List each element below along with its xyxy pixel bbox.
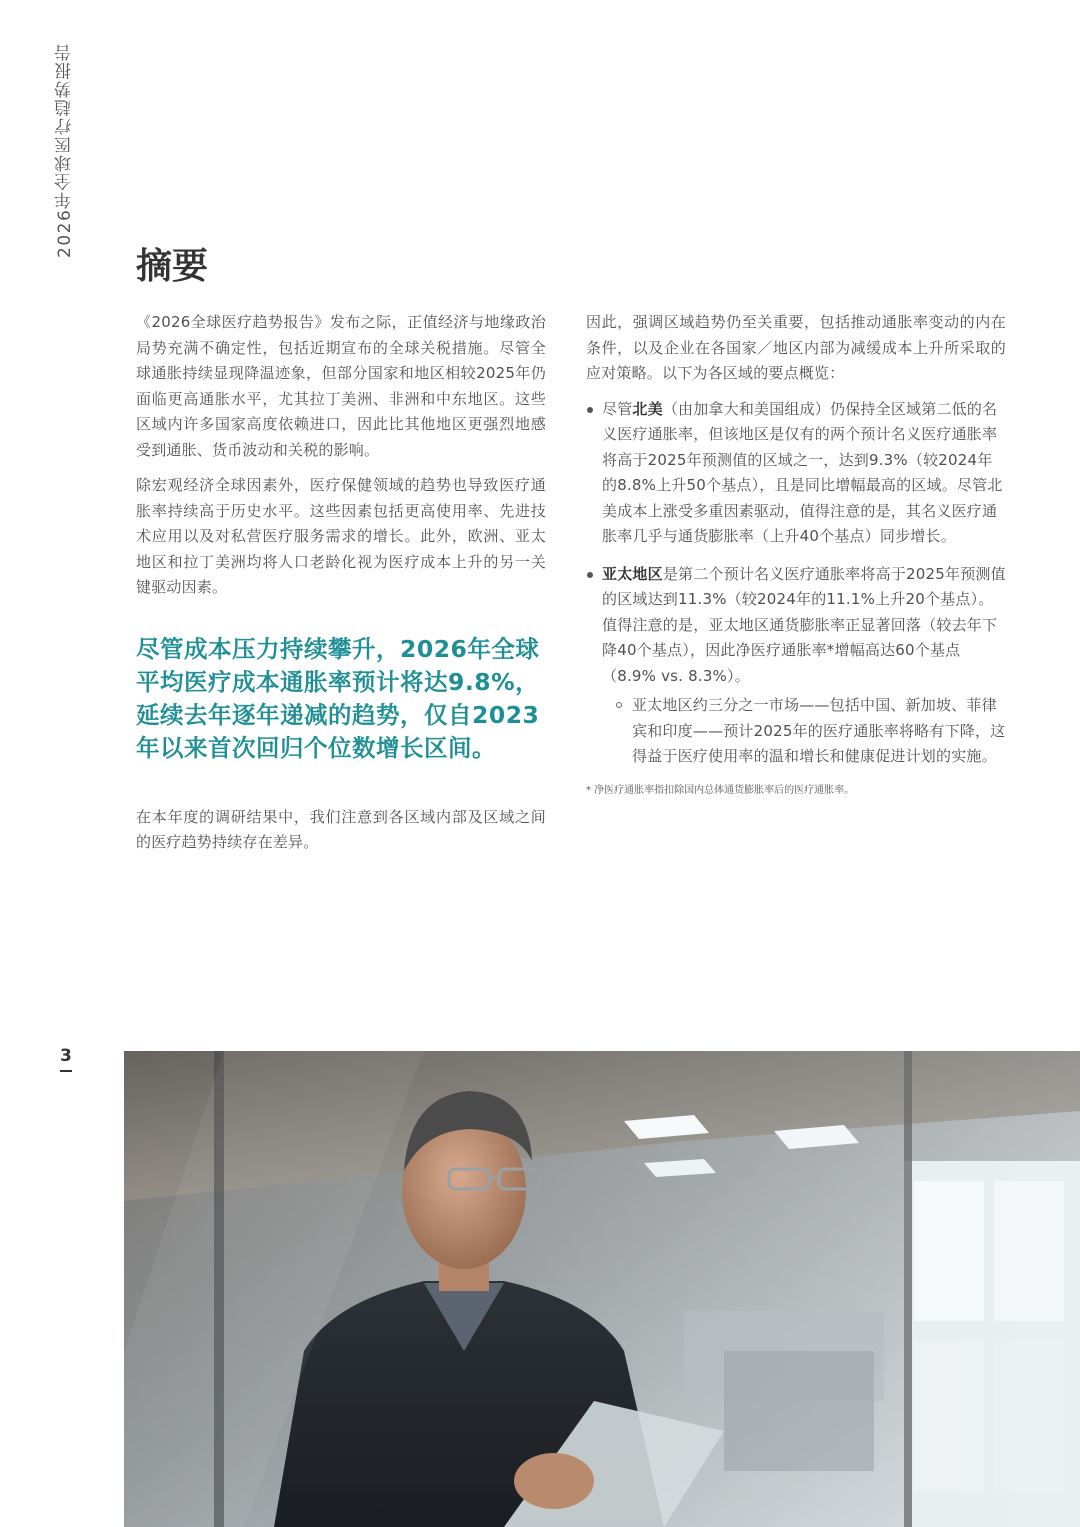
list-item-asia-pacific [586,562,1006,770]
footnote: * 净医疗通胀率指扣除国内总体通货膨胀率后的医疗通胀率。 [586,784,855,796]
page-number: 3 [60,1046,72,1072]
man-with-tablet-image [124,1051,1080,1527]
office-photo [124,1051,1080,1527]
region-name-north-america: 北美 [632,399,663,418]
intro-paragraph: 《2026全球医疗趋势报告》发布之际，正值经济与地缘政治局势充满不确定性，包括近期宣布的全球关税措施。尽管全球通胀持续显现降温迹象，但部分国家和地区相较2025年仍面临更高通胀水平，尤其拉丁美洲、非洲和中东地区。这些区域内许多国家高度依赖进口，因此比其他地区更强烈地感受到通胀、货币波动和关税的影响。 [136,313,546,459]
bullet-text: （由加拿大和美国组成）仍保持全区域第二低的名义医疗通胀率，但该地区是仅有的两个预计名义医疗通胀率将高于2025年预测值的区域之一，达到9.3%（较2024年的8.8%上升50个基点），且是同比增幅最高的区域。尽管北美成本上涨受多重因素驱动，值得注意的是，其名义医疗通胀率几乎与通货膨胀率（上升40个基点）同步增长。 [602,399,1003,545]
section-heading: 摘要 [136,246,209,287]
bullet-dot-icon [587,407,593,413]
sub-list-item-asia-pacific-markets [602,693,1006,770]
bullet-text: 是第二个预计名义医疗通胀率将高于2025年预测值的区域达到11.3%（较2024年的11.1%上升20个基点）。值得注意的是，亚太地区通货膨胀率正显著回落（较去年下降40个基点），因此净医疗通胀率*增幅高达60个基点（8.9% vs. 8.3%）。 [602,564,1006,685]
list-item-north-america [586,397,1006,550]
sub-bullet-text: 亚太地区约三分之一市场——包括中国、新加坡、菲律宾和印度——预计2025年的医疗通胀率将略有下降，这得益于医疗使用率的温和增长和健康促进计划的实施。 [632,696,1006,765]
region-name-asia-pacific: 亚太地区 [602,564,663,583]
regional-bullet-list [586,397,1006,770]
right-column [586,310,1006,798]
drivers-paragraph: 除宏观经济全球因素外，医疗保健领域的趋势也导致医疗通胀率持续高于历史水平。这些因素包括更高使用率、先进技术应用以及对私营医疗服务需求的增长。此外，欧洲、亚太地区和拉丁美洲均将人口老龄化视为医疗成本上升的另一关键驱动因素。 [136,476,546,596]
bullet-prefix: 尽管 [602,399,633,418]
closing-paragraph: 在本年度的调研结果中，我们注意到各区域内部及区域之间的医疗趋势持续存在差异。 [136,807,546,851]
pull-quote: 尽管成本压力持续攀升，2026年全球平均医疗成本通胀率预计将达9.8%，延续去年逐年递减的趋势，仅自2023年以来首次回归个位数增长区间。 [136,634,540,762]
bullet-dot-icon [587,572,593,578]
left-column [136,310,546,866]
hollow-bullet-icon [616,702,622,708]
report-title-vertical: 2026年全球医疗趋势报告 [55,42,75,258]
regional-intro-paragraph: 因此，强调区域趋势仍至关重要，包括推动通胀率变动的内在条件，以及企业在各国家／地区内部为减缓成本上升所采取的应对策略。以下为各区域的要点概览： [586,313,1006,382]
